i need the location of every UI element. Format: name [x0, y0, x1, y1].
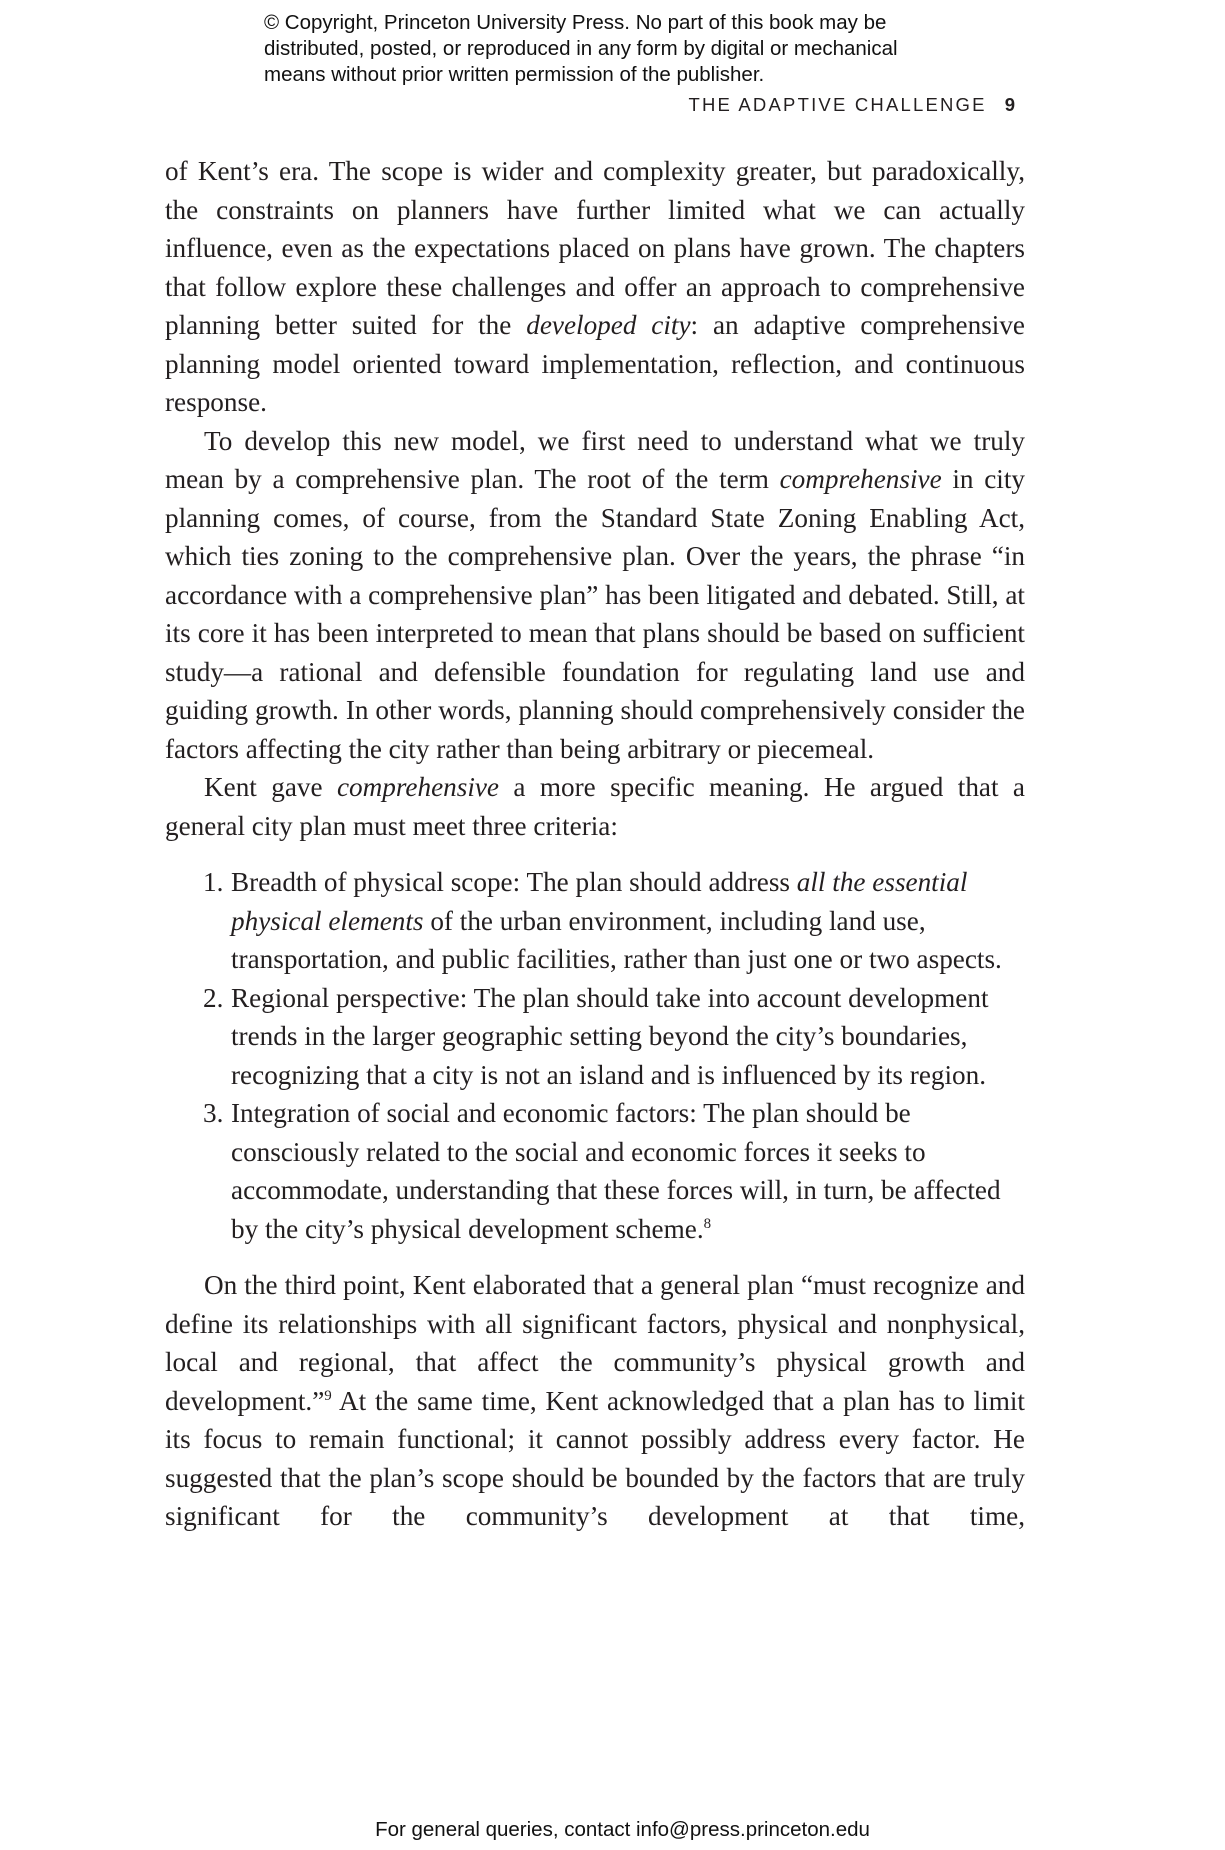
text-run: To develop this new model, we first need to understand what we truly mean by a comprehensive plan. The root of the term — [165, 425, 1025, 494]
list-item — [165, 979, 1025, 1095]
paragraph — [165, 152, 1025, 422]
paragraph — [165, 1266, 1025, 1536]
copyright-line: distributed, posted, or reproduced in any form by digital or mechanical — [264, 37, 898, 60]
copyright-notice — [264, 10, 1024, 88]
paragraph — [165, 422, 1025, 769]
italic-text: all the essential physical elements — [231, 867, 968, 936]
copyright-line: means without prior written permission of the publisher. — [264, 63, 765, 86]
italic-text: developed city — [526, 310, 691, 340]
list-number: 3. — [203, 1098, 224, 1128]
text-run: of the urban environment, including land use, transportation, and public facilities, rather than just one or two aspects. — [231, 905, 1002, 974]
copyright-line: © Copyright, Princeton University Press. No part of this book may be — [264, 11, 887, 34]
footer-contact: For general queries, contact info@press.princeton.edu — [375, 1818, 870, 1841]
text-run: On the third point, Kent elaborated that a general plan “must recognize and define its relationships with all significant factors, physical and nonphysical, local and regional, that affect the community’s physical growth and development.” — [165, 1270, 1025, 1416]
footnote-ref[interactable]: 9 — [324, 1387, 332, 1404]
running-title: THE ADAPTIVE CHALLENGE — [688, 94, 987, 115]
paragraph — [165, 768, 1025, 845]
criteria-list — [165, 863, 1025, 1248]
body-text — [165, 152, 1025, 1536]
text-run: At the same time, Kent acknowledged that a plan has to limit its focus to remain functional; it cannot possibly address every factor. He suggested that the plan’s scope should be bounded by the factors that are truly significant for the community’s development at that time, — [165, 1385, 1025, 1531]
text-run: Breadth of physical scope: The plan should address — [231, 867, 797, 897]
text-run: : an adaptive comprehensive planning model oriented toward implementation, reflection, and continuous response. — [165, 310, 1025, 417]
list-item — [165, 1094, 1025, 1248]
text-run: Regional perspective: The plan should take into account development trends in the larger geographic setting beyond the city’s boundaries, recognizing that a city is not an island and is influenced by its region. — [231, 982, 989, 1090]
text-run: of Kent’s era. The scope is wider and complexity greater, but paradoxically, the constraints on planners have further limited what we can actually influence, even as the expectations placed on plans have grown. The chapters that follow explore these challenges and offer an approach to comprehensive planning better suited for the — [165, 156, 1025, 340]
list-number: 1. — [203, 867, 224, 897]
list-item — [165, 863, 1025, 979]
text-run: Kent gave — [204, 772, 337, 802]
page-number: 9 — [1004, 94, 1015, 115]
text-run: Integration of social and economic factors: The plan should be consciously related to the social and economic forces it seeks to accommodate, understanding that these forces will, in turn, be affected by the city’s physical development scheme. — [231, 1098, 1001, 1244]
text-run: a more specific meaning. He argued that a general city plan must meet three criteria: — [165, 772, 1025, 841]
text-run: in city planning comes, of course, from the Standard State Zoning Enabling Act, which ties zoning to the comprehensive plan. Over the years, the phrase “in accordance with a comprehensive plan” has been litigated and debated. Still, at its core it has been interpreted to mean that plans should be based on sufficient study—a rational and defensible foundation for regulating land use and guiding growth. In other words, planning should comprehensively consider the factors affecting the city rather than being arbitrary or piecemeal. — [165, 464, 1025, 764]
italic-text: comprehensive — [336, 772, 500, 802]
running-head — [688, 94, 1015, 116]
list-number: 2. — [203, 982, 224, 1013]
italic-text: comprehensive — [779, 464, 942, 494]
footnote-ref[interactable]: 8 — [703, 1215, 712, 1232]
